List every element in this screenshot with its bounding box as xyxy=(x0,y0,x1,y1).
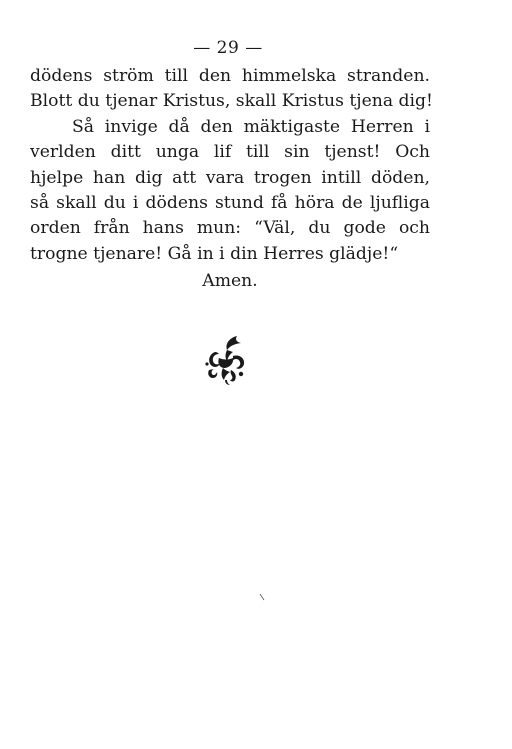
text-line-3: Så invige då den mäktigaste Herren i xyxy=(72,116,430,137)
fleuron-ornament-icon xyxy=(203,334,249,388)
closing-word: Amen. xyxy=(202,271,258,291)
text-line-7: orden från hans mun: “Väl, du gode och xyxy=(30,218,430,239)
text-line-2: Blott du tjenar Kristus, skall Kristus tjena dig! xyxy=(30,91,433,112)
paper-speck-mark xyxy=(258,588,268,598)
text-line-4: verlden ditt unga lif till sin tjenst! Och xyxy=(30,142,430,163)
text-line-1: dödens ström till den himmelska stranden. xyxy=(30,66,430,86)
body-text xyxy=(30,64,433,267)
text-line-5: hjelpe han dig att vara trogen intill döden, xyxy=(30,167,430,188)
text-line-8: trogne tjenare! Gå in i din Herres glädje!“ xyxy=(30,243,399,264)
page-number: — 29 — xyxy=(193,38,263,58)
text-line-6: så skall du i dödens stund få höra de ljufliga xyxy=(30,193,430,214)
